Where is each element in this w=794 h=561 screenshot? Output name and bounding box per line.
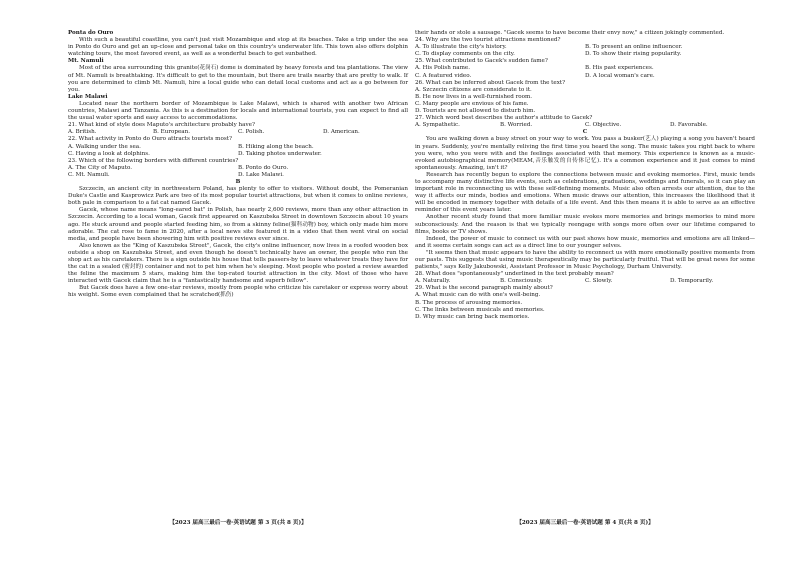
option: A. Walking under the sea.	[68, 143, 141, 150]
option: B. Worried.	[500, 122, 533, 129]
question-24: 24. Why are the two tourist attractions mentioned?	[415, 37, 561, 44]
option: D. To show their rising popularity.	[585, 51, 682, 58]
question-21: 21. What kind of style does Maputo's architecture probably have?	[68, 122, 255, 129]
option: A. British.	[68, 129, 97, 136]
passage-b-paragraph-4: But Gacek does have a few one-star reviews, mostly from people who criticize his caretaker or express worry about his weight. Some even complained that he scratched(抓伤)	[68, 285, 408, 299]
left-page	[68, 30, 408, 300]
heading-ponta-do-ouro: Ponta do Ouro	[68, 30, 114, 36]
option: D. Lake Malawi.	[238, 171, 284, 178]
passage-c-paragraph-5: "It seems then that music appears to have the ability to reconnect us with more emotionally positive moments from our pasts. This suggests that using music therapeutically may be particularly fruitful. That will be great news for some patients," says Kelly Jakubowski, Assistant Professor in Music Psychology, Durham University.	[415, 249, 755, 271]
heading-lake-malawi: Lake Malawi	[68, 93, 108, 100]
section-c-label: C	[582, 129, 588, 136]
passage-a-paragraph-1: With such a beautiful coastline, you can't just visit Mozambique and stop at its beaches. Take a trip under the sea in Ponto do Ouro and get an up-close and personal take on this country's underwater life. This town also offers dolphin watching tours, the most favored event, as well as a wonderful beach to get sunbathed.	[68, 37, 408, 58]
option: A. To illustrate the city's history.	[415, 44, 507, 51]
section-b-label: B	[235, 178, 241, 185]
question-23: 23. Which of the following borders with different countries?	[68, 157, 239, 164]
option: C. Polish.	[238, 129, 265, 136]
question-25-options	[415, 65, 755, 79]
passage-b-paragraph-1: Szczecin, an ancient city in northwestern Poland, has plenty to offer to visitors. Without doubt, the Pomeranian Duke's Castle and Kasprowicz Park are two of its most popular tourist attractions, but when it comes to online reviews, both pale in comparison to a fat cat named Gacek.	[68, 186, 408, 207]
question-22: 22. What activity in Ponto do Ouro attracts tourists most?	[68, 136, 232, 143]
option: B. His past experiences.	[585, 65, 654, 72]
question-23-options	[68, 165, 408, 179]
question-28: 28. What does "spontaneously" underlined in the text probably mean?	[415, 271, 614, 278]
question-27-options	[415, 122, 755, 129]
option: A. Szczecin citizens are considerate to it.	[415, 86, 532, 93]
heading-mt-namuli: Mt. Namuli	[68, 58, 104, 65]
passage-b-paragraph-2: Gacek, whose name means "long-eared bat" in Polish, has nearly 2,600 reviews, more than any other attraction in Szczecin. According to a local woman, Gacek first appeared on Kaszubska Street in downtown Szczecin about 10 years ago. He stuck around and people started feeding him, so from a skinny feline(猫科动物) boy, which only made him more adorable. The cat rose to fame in 2020, after a local news site featured it in a video that then went viral on social media, and people have been showering him with positive reviews ever since.	[68, 207, 408, 242]
option: D. Tourists are not allowed to disturb him.	[415, 108, 536, 115]
option: B. To present an online influencer.	[585, 44, 683, 51]
passage-c-paragraph-3: Another recent study found that more familiar music evokes more memories and brings memories to mind more subconsciously. And the reason is that we typically reengage with songs more often over our lifetime compared to films, books or TV shows.	[415, 214, 755, 235]
passage-b-paragraph-5: their hands or stole a sausage. "Gacek seems to have become their envy now," a citizen jokingly commented.	[415, 30, 725, 36]
option: B. He now lives in a well-furnished room.	[415, 93, 533, 100]
question-26: 26. What can be inferred about Gacek from the text?	[415, 79, 566, 86]
option: B. European.	[153, 129, 191, 136]
option: B. Consciously.	[500, 278, 543, 285]
question-21-options	[68, 129, 408, 136]
footer-left-page-number: 【2023 届高三最后一卷·英语试题 第 3 页(共 8 页)】	[169, 520, 307, 526]
option: D. Temporarily.	[670, 278, 714, 285]
passage-c-paragraph-2: Research has recently begun to explore the connections between music and evoking memories. First, music tends to accompany many distinctive life events, such as celebrations, graduations, weddings and funerals, so it can play an important role in reconnecting us with these self-defining moments. Music also often arrests our attention, due to the way it affects our minds, bodies and emotions. When music draws our attention, this increases the likelihood that it will be encoded in memory together with details of a life event. And this then means it is able to serve as an effective reminder of this event years later.	[415, 171, 755, 214]
right-page	[415, 30, 755, 321]
option: A. Sympathetic.	[415, 122, 460, 129]
option: B. Ponto do Ouro.	[238, 164, 289, 171]
option: C. The links between musicals and memories.	[415, 306, 545, 313]
option: A. What music can do with one's well-being.	[415, 292, 541, 299]
footer-right-page-number: 【2023 届高三最后一卷·英语试题 第 4 页(共 8 页)】	[516, 520, 654, 526]
option: A. His Polish name.	[415, 65, 470, 72]
option: C. Objective.	[585, 122, 622, 129]
question-28-options	[415, 278, 755, 285]
question-27: 27. Which word best describes the author's attitude to Gacek?	[415, 115, 593, 122]
passage-a-paragraph-3: Located near the northern border of Mozambique is Lake Malawi, which is shared with another two African countries, Malawi and Tanzania. As this is a destination for locals and international tourists, you can expect to find all the usual water sports and easy access to accommodations.	[68, 100, 408, 122]
option: D. A local woman's care.	[585, 72, 655, 79]
option: C. Mt. Namuli.	[68, 171, 110, 178]
option: A. The City of Maputo.	[68, 164, 133, 171]
option: C. Many people are envious of his fame.	[415, 100, 529, 107]
option: C. Slowly.	[585, 278, 613, 285]
option: D. Taking photos underwater.	[238, 150, 322, 157]
passage-c-paragraph-1: You are walking down a busy street on your way to work. You pass a busker(艺人) playing a song you haven't heard in years. Suddenly, you're mentally reliving the first time you heard the song. The music takes you right back to where you were, who you were with and the feelings associated with that memory. This experience is known as a music-evoked autobiographical memory(MEAM,音乐触发的自传体记忆). It's a common experience and it just comes to mind spontaneously. Amazing, isn't it?	[415, 136, 755, 171]
passage-b-paragraph-3: Also known as the "King of Kaszubska Street", Gacek, the city's online influencer, now lives in a roofed wooden box outside a shop on Kaszubska Street, and even though he doesn't technically have an owner, the people who run the shop act as his caretakers. There is a sign outside his house that tells passers-by to leave whatever treats they have for the cat in a sealed (密封的) container and not to pet him when he's sleeping. Most people who posted a review awarded the feline the maximum 5 stars, making him the top-rated tourist attraction in the city. Most of those who have interacted with Gacek claim that he is a "fantastically handsome and superb fellow".	[68, 242, 408, 285]
option: A. Naturally.	[415, 278, 451, 285]
question-22-options	[68, 144, 408, 158]
option: B. The process of arousing memories.	[415, 299, 523, 306]
option: C. A featured video.	[415, 72, 472, 79]
option: C. To display comments on the city.	[415, 51, 515, 58]
passage-a-paragraph-2: Most of the area surrounding this granite(花岗石) dome is dominated by heavy forests and tea plantations. The view of Mt. Namuli is breathtaking. It's difficult to get to the mountain, but there are trails nearby that are pretty to walk. If you are determined to climb Mt. Namuli, hire a local guide who can detail local customs and act as a go between for you.	[68, 65, 408, 93]
question-29: 29. What is the second paragraph mainly about?	[415, 285, 553, 292]
option: D. Favorable.	[670, 122, 708, 129]
question-25: 25. What contributed to Gacek's sudden fame?	[415, 58, 548, 65]
question-24-options	[415, 44, 755, 58]
option: D. American.	[323, 129, 360, 136]
option: B. Hiking along the beach.	[238, 143, 314, 150]
option: D. Why music can bring back memories.	[415, 313, 530, 320]
passage-c-paragraph-4: Indeed, the power of music to connect us with our past shows how music, memories and emotions are all linked—and it seems certain songs can act as a direct line to our younger selves.	[415, 235, 755, 249]
option: C. Having a look at dolphins.	[68, 150, 150, 157]
